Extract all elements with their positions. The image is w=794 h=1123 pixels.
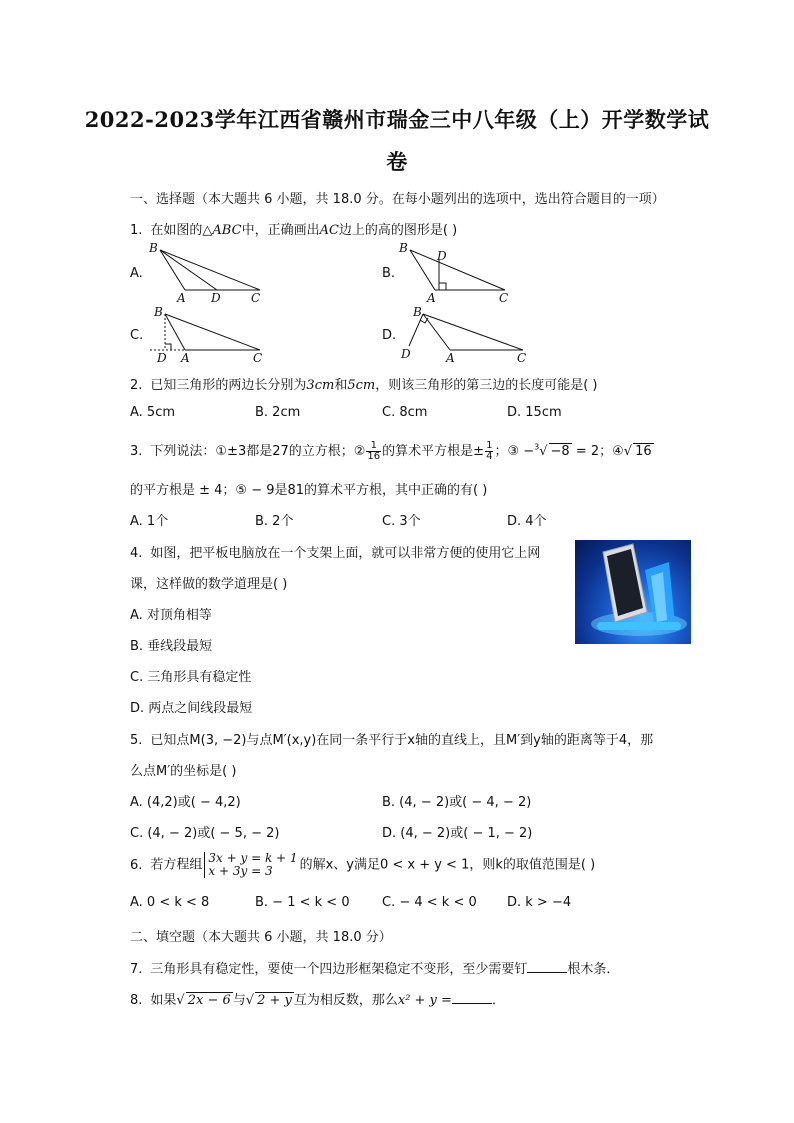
q1a-point-d: D: [211, 291, 221, 305]
q6-option-b: B. − 1 < k < 0: [255, 895, 350, 910]
q1c-point-d: D: [157, 351, 167, 365]
q2-option-c: C. 8cm: [382, 405, 428, 420]
question-3-line-2: 的平方根是 ± 4；⑤ − 9是81的算术平方根，其中正确的有( ): [130, 483, 488, 498]
question-4-line-2: 课，这样做的数学道理是( ): [130, 577, 288, 592]
q6-option-a: A. 0 < k < 8: [130, 895, 210, 910]
q2-option-b: B. 2cm: [255, 405, 301, 420]
question-5-line-2: 么点M′的坐标是( ): [130, 764, 237, 779]
question-1: 1. 在如图的△ABC中，正确画出AC边上的高的图形是( ): [130, 223, 458, 238]
equation-system: 3x + y = k + 1 x + 3y = 3: [204, 852, 297, 878]
q2-option-a: A. 5cm: [130, 405, 176, 420]
section-heading-choice: 一、选择题（本大题共 6 小题，共 18.0 分。在每小题列出的选项中，选出符合题目的一项）: [130, 192, 665, 207]
q1d-point-d: D: [401, 347, 411, 361]
page-title: 2022-2023学年江西省赣州市瑞金三中八年级（上）开学数学试: [84, 107, 710, 132]
q1d-point-c: C: [517, 351, 527, 365]
q1-option-b-label: B.: [382, 266, 396, 281]
fraction-1-4: $\frac{1}{4}$: [486, 440, 493, 462]
q1-option-c-label: C.: [130, 328, 144, 343]
q1-figure-a: [145, 240, 275, 305]
q5-option-d: D. (4, − 2)或( − 1, − 2): [382, 826, 533, 841]
fraction-1-16: $\frac{1}{16}$: [367, 440, 381, 462]
q3-option-d: D. 4个: [507, 514, 547, 529]
q1d-point-b: B: [413, 305, 422, 319]
answer-blank[interactable]: [527, 960, 567, 973]
q4-option-a: A. 对顶角相等: [130, 608, 212, 623]
question-5: 5. 已知点M(3, −2)与点M′(x,y)在同一条平行于x轴的直线上，且M′到y轴的距离等于4，那: [130, 733, 654, 748]
q1c-point-c: C: [253, 351, 263, 365]
q3-option-c: C. 3个: [382, 514, 421, 529]
answer-blank[interactable]: [452, 991, 492, 1004]
question-4: 4. 如图，把平板电脑放在一个支架上面，就可以非常方便的使用它上网: [130, 546, 541, 561]
q1-figure-c: [145, 300, 275, 365]
question-2: 2. 已知三角形的两边长分别为3cm和5cm，则该三角形的第三边的长度可能是( ): [130, 378, 598, 393]
q1c-point-b: B: [154, 305, 163, 319]
q4-option-c: C. 三角形具有稳定性: [130, 670, 252, 685]
q5-option-a: A. (4,2)或( − 4,2): [130, 795, 241, 810]
q3-option-b: B. 2个: [255, 514, 294, 529]
q1a-point-c: C: [251, 291, 261, 305]
section-heading-fill: 二、填空题（本大题共 6 小题，共 18.0 分）: [130, 930, 392, 945]
q1b-point-d: D: [437, 249, 447, 263]
phone-on-stand-illustration: [575, 540, 691, 644]
q6-option-c: C. − 4 < k < 0: [382, 895, 477, 910]
q1a-point-b: B: [149, 241, 158, 255]
q4-option-d: D. 两点之间线段最短: [130, 701, 253, 716]
q5-option-c: C. (4, − 2)或( − 5, − 2): [130, 826, 280, 841]
q1-figure-b: [395, 240, 525, 305]
q3-option-a: A. 1个: [130, 514, 169, 529]
page-title-continued: 卷: [386, 149, 408, 174]
q1c-point-a: A: [181, 351, 190, 365]
q5-option-b: B. (4, − 2)或( − 4, − 2): [382, 795, 532, 810]
tablet-stand-photo: [575, 540, 691, 644]
q1-figure-d: [395, 300, 535, 365]
question-3: 3. 下列说法：①±3都是27的立方根；② $\frac{1}{16}$ 的算术平方根是± $\frac{1}{4}$ ；③ −$^3$√ −8 = 2；④√ 16: [130, 440, 652, 462]
question-6: 6. 若方程组 3x + y = k + 1 x + 3y = 3 的解x、y满足0 < x + y < 1，则k的取值范围是( ): [130, 851, 596, 878]
question-7: 7. 三角形具有稳定性，要使一个四边形框架稳定不变形，至少需要钉 根木条．: [130, 962, 620, 977]
question-8: 8. 如果√ 2x − 6 与√ 2 + y 互为相反数，那么x² + y = ．: [130, 993, 505, 1008]
q1b-point-c: C: [499, 291, 509, 305]
q2-option-d: D. 15cm: [507, 405, 562, 420]
q4-option-b: B. 垂线段最短: [130, 639, 213, 654]
q1d-point-a: A: [446, 351, 455, 365]
q1-option-d-label: D.: [382, 328, 397, 343]
q1-option-a-label: A.: [130, 266, 143, 281]
q1a-point-a: A: [177, 291, 186, 305]
q1b-point-b: B: [399, 241, 408, 255]
q6-option-d: D. k > −4: [507, 895, 572, 910]
q1b-point-a: A: [427, 291, 436, 305]
